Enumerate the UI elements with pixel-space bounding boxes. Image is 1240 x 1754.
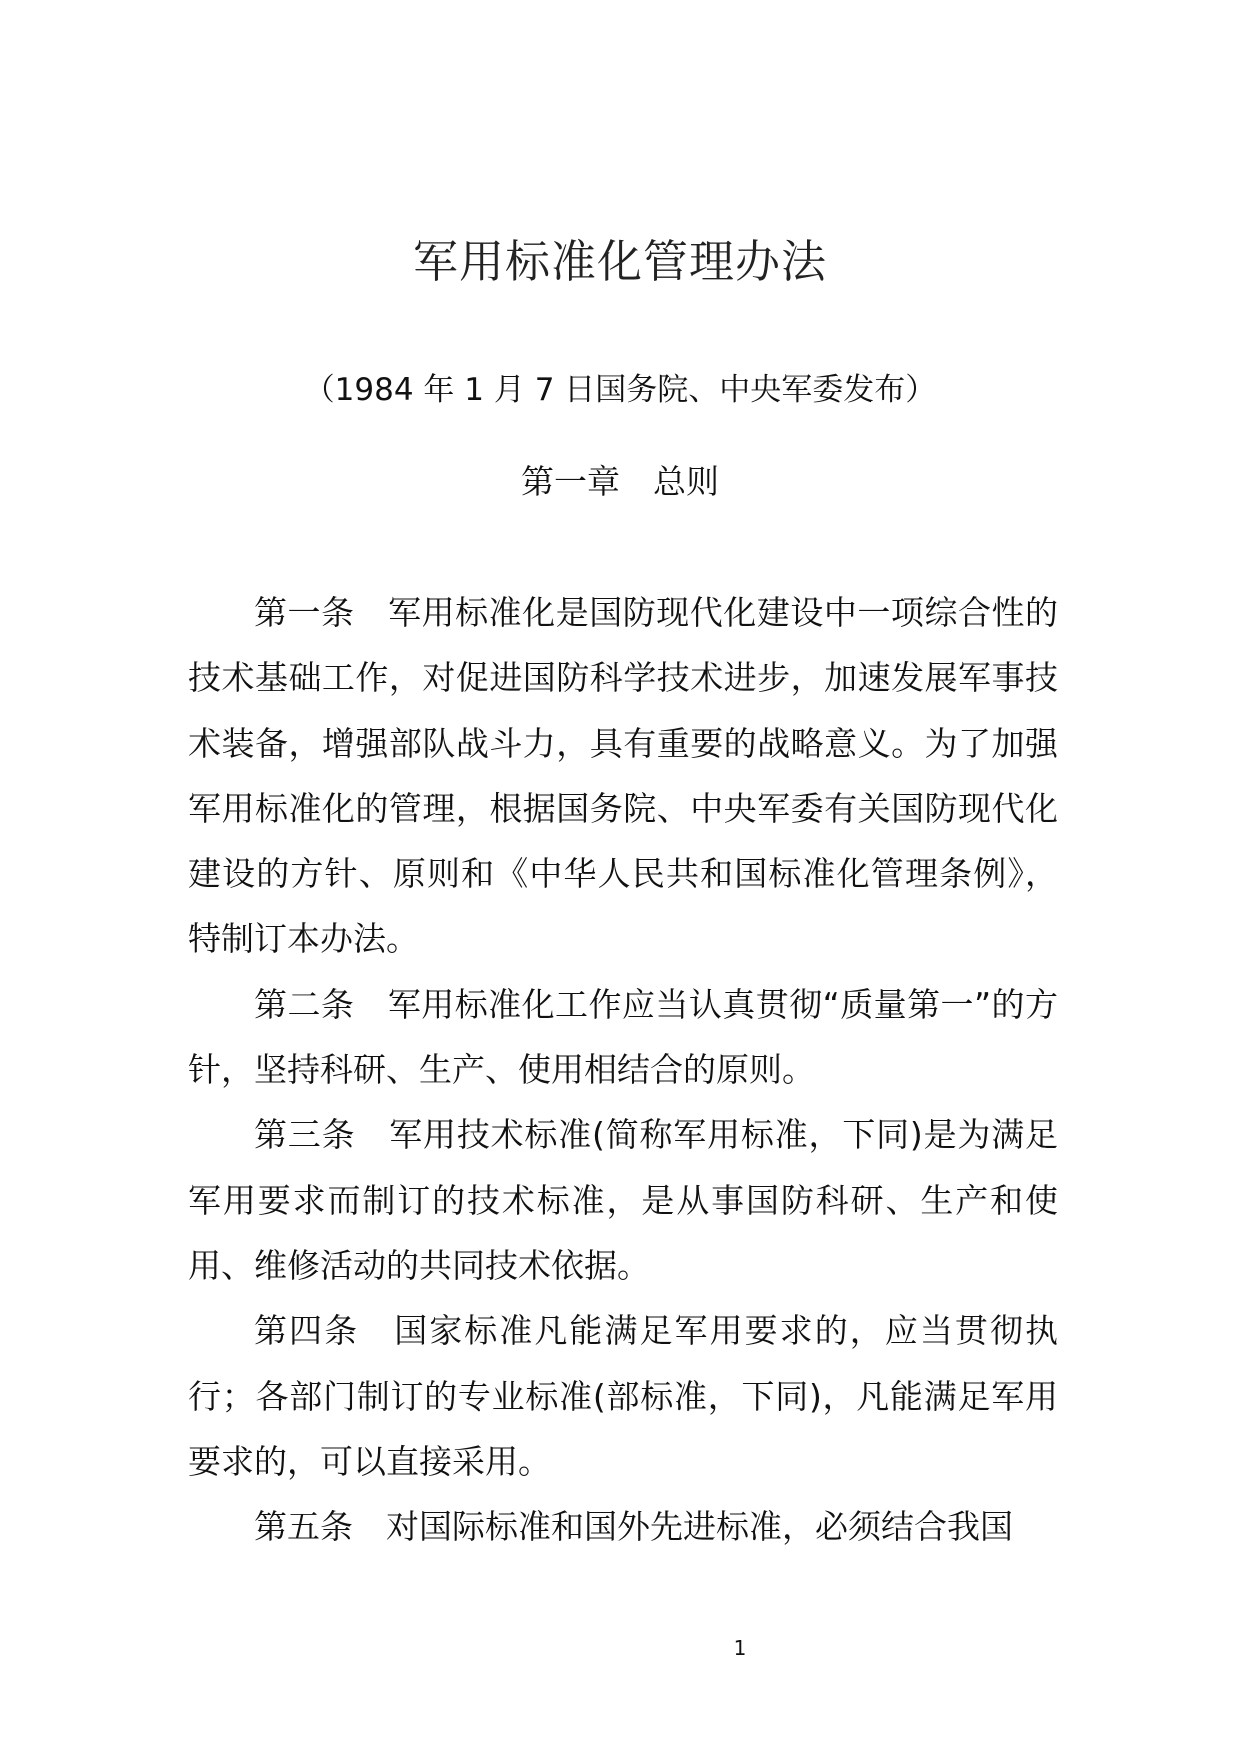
article-label: 第三条 <box>254 1115 390 1155</box>
article-4 <box>188 1298 1058 1494</box>
article-2 <box>188 972 1058 1103</box>
article-label: 第四条 <box>254 1311 395 1351</box>
article-text: 国家标准凡能满足军用要求的，应当贯彻执行；各部门制订的专业标准(部标准，下同)，凡能满足军用要求的，可以直接采用。 <box>188 1311 1059 1481</box>
article-text: 军用技术标准(简称军用标准，下同)是为满足军用要求而制订的技术标准，是从事国防科研、生产和使用、维修活动的共同技术依据。 <box>188 1115 1059 1285</box>
article-5 <box>188 1494 1058 1559</box>
article-3 <box>188 1102 1058 1298</box>
document-title: 军用标准化管理办法 <box>412 235 827 288</box>
document-subtitle: （1984 年 1 月 7 日国务院、中央军委发布） <box>303 372 937 408</box>
article-1 <box>188 580 1058 972</box>
page-number: 1 <box>733 1636 747 1660</box>
article-text: 对国际标准和国外先进标准，必须结合我国 <box>386 1507 1013 1547</box>
article-text: 军用标准化是国防现代化建设中一项综合性的技术基础工作，对促进国防科学技术进步，加速发展军事技术装备，增强部队战斗力，具有重要的战略意义。为了加强军用标准化的管理，根据国务院、中央军委有关国防现代化建设的方针、原则和《中华人民共和国标准化管理条例》，特制订本办法。 <box>188 593 1059 959</box>
article-label: 第五条 <box>254 1507 386 1547</box>
article-text: 军用标准化工作应当认真贯彻“质量第一”的方针，坚持科研、生产、使用相结合的原则。 <box>188 984 1059 1090</box>
article-label: 第一条 <box>254 593 389 632</box>
document-body <box>188 580 1058 1559</box>
article-label: 第二条 <box>254 984 388 1024</box>
chapter-heading: 第一章 总则 <box>521 462 719 501</box>
